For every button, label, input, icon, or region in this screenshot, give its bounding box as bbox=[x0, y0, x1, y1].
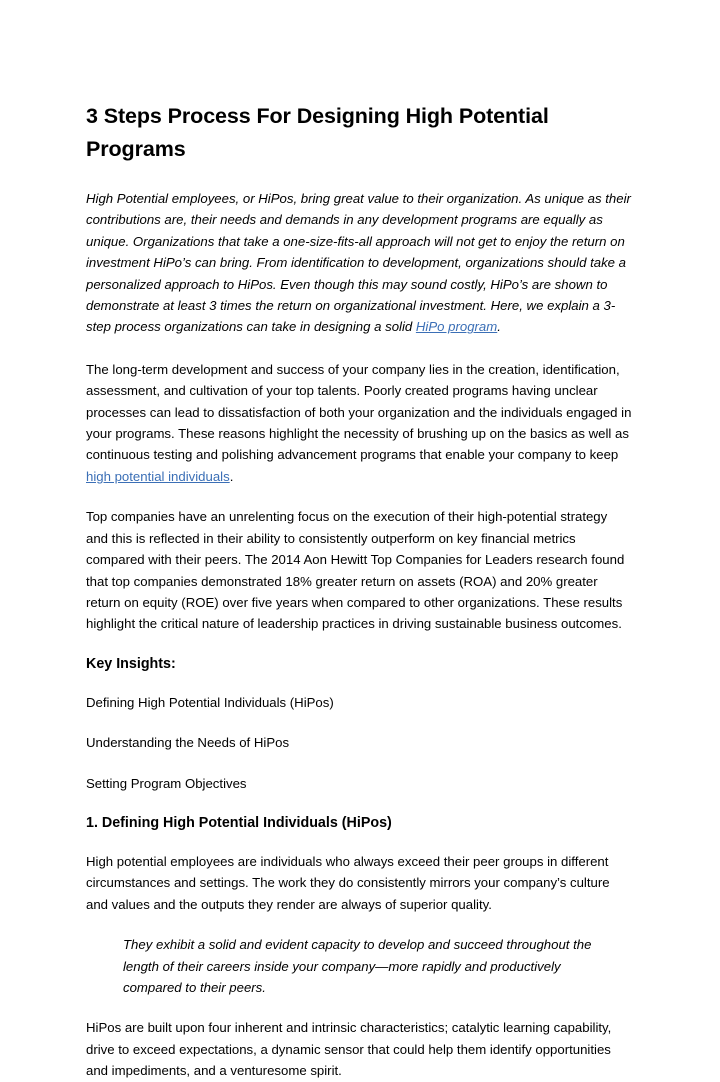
intro-paragraph bbox=[86, 188, 632, 338]
hipo-program-link[interactable]: HiPo program bbox=[415, 319, 498, 335]
page-title: 3 Steps Process For Designing High Potential Programs bbox=[86, 104, 549, 161]
intro-text-part1: High Potential employees, or HiPos, bring great value to their organization. As unique as their contributions are, their needs and demands in any development programs are equally as unique. Organizations that take a one-size-fits-all approach will not get to enjoy the return on investment HiPo’s can bring. From identification to development, organizations should take a personalized approach to HiPos. Even though this may sound costly, HiPo’s are shown to demonstrate at least 3 times the return on organizational investment. Here, we explain a 3-step process organizations can take in designing a solid bbox=[86, 191, 631, 335]
document-content bbox=[86, 100, 632, 1082]
section-1-heading: 1. Defining High Potential Individuals (HiPos) bbox=[86, 814, 392, 831]
high-potential-individuals-link[interactable]: high potential individuals bbox=[86, 468, 230, 484]
intro-text-part2: . bbox=[497, 319, 501, 335]
section-1-pull-quote: They exhibit a solid and evident capacity to develop and succeed throughout the length of their careers inside your company—more rapidly and productively compared to their peers. bbox=[123, 937, 592, 995]
paragraph2-text-part2: . bbox=[229, 468, 234, 484]
section-1-paragraph-2: HiPos are built upon four inherent and intrinsic characteristics; catalytic learning capability, drive to exceed expectations, a dynamic sensor that could help them identify opportunities and impediments, and a venturesome spirit. bbox=[86, 1020, 612, 1079]
key-insight-item-3: Setting Program Objectives bbox=[86, 775, 247, 791]
body-paragraph-3: Top companies have an unrelenting focus on the execution of their high-potential strategy and this is reflected in their ability to consistently outperform on key financial metrics compared with their peers. The 2014 Aon Hewitt Top Companies for Leaders research found that top companies demonstrated 18% greater return on assets (ROA) and 20% greater return on equity (ROE) over five years when compared to other organizations. These results highlight the critical nature of leadership practices in driving sustainable business outcomes. bbox=[86, 509, 625, 632]
key-insight-item-1: Defining High Potential Individuals (HiPos) bbox=[86, 694, 334, 710]
key-insight-item-2: Understanding the Needs of HiPos bbox=[86, 735, 290, 751]
key-insights-heading: Key Insights: bbox=[86, 655, 176, 672]
paragraph2-text-part1: The long-term development and success of your company lies in the creation, identification, assessment, and cultivation of your top talents. Poorly created programs having unclear processes can lead to dissatisfaction of both your organization and the individuals engaged in your programs. These reasons highlight the necessity of brushing up on the basics as well as continuous testing and polishing advancement programs that enable your company to keep bbox=[86, 361, 632, 463]
section-1-paragraph-1: High potential employees are individuals who always exceed their peer groups in different circumstances and settings. The work they do consistently mirrors your company’s culture and values and the outputs they render are always of superior quality. bbox=[86, 853, 610, 912]
body-paragraph-2 bbox=[86, 359, 632, 487]
